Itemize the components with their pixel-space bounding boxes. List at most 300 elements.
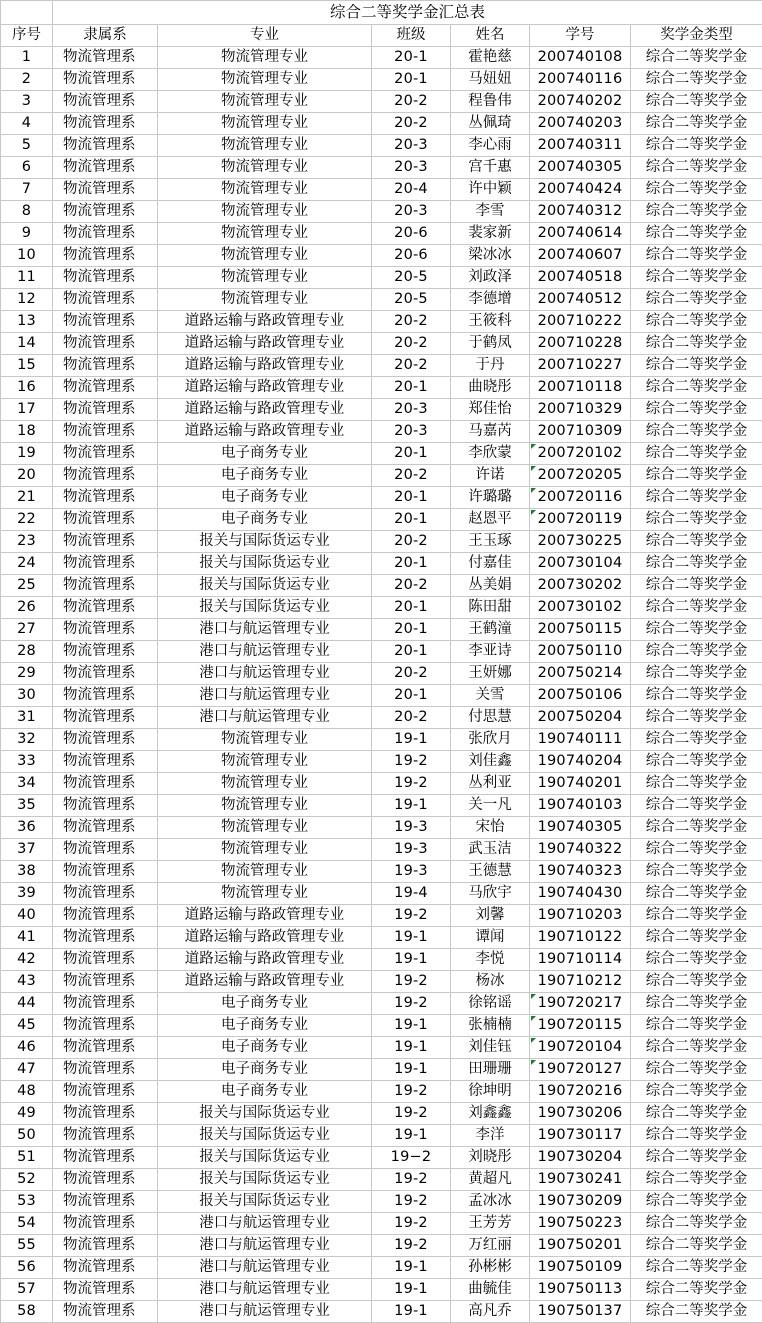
cell-major[interactable]: 物流管理专业 xyxy=(158,817,372,839)
cell-major[interactable]: 物流管理专业 xyxy=(158,223,372,245)
cell-seq[interactable]: 38 xyxy=(1,861,53,883)
cell-name[interactable]: 宋怡 xyxy=(451,817,530,839)
cell-dept[interactable]: 物流管理系 xyxy=(53,949,158,971)
cell-class[interactable]: 19-3 xyxy=(372,817,451,839)
cell-scholarship-type[interactable]: 综合二等奖学金 xyxy=(631,553,762,575)
cell-name[interactable]: 程鲁伟 xyxy=(451,91,530,113)
header-major[interactable]: 专业 xyxy=(158,25,372,47)
cell-class[interactable]: 20-2 xyxy=(372,113,451,135)
cell-name[interactable]: 黄超凡 xyxy=(451,1169,530,1191)
cell-student-id[interactable]: 190750113 xyxy=(530,1279,631,1301)
cell-scholarship-type[interactable]: 综合二等奖学金 xyxy=(631,267,762,289)
cell-major[interactable]: 报关与国际货运专业 xyxy=(158,1125,372,1147)
cell-seq[interactable]: 44 xyxy=(1,993,53,1015)
cell-major[interactable]: 电子商务专业 xyxy=(158,1059,372,1081)
cell-major[interactable]: 报关与国际货运专业 xyxy=(158,1191,372,1213)
cell-class[interactable]: 20-2 xyxy=(372,311,451,333)
cell-dept[interactable]: 物流管理系 xyxy=(53,883,158,905)
cell-class[interactable]: 20-5 xyxy=(372,267,451,289)
cell-name[interactable]: 赵恩平 xyxy=(451,509,530,531)
cell-student-id[interactable]: 190730209 xyxy=(530,1191,631,1213)
cell-seq[interactable]: 34 xyxy=(1,773,53,795)
cell-name[interactable]: 徐铭谣 xyxy=(451,993,530,1015)
cell-seq[interactable]: 18 xyxy=(1,421,53,443)
cell-class[interactable]: 19-2 xyxy=(372,773,451,795)
cell-student-id[interactable]: 190750223 xyxy=(530,1213,631,1235)
cell-name[interactable]: 许中颖 xyxy=(451,179,530,201)
cell-class[interactable]: 19-1 xyxy=(372,927,451,949)
cell-name[interactable]: 李心雨 xyxy=(451,135,530,157)
cell-class[interactable]: 19-1 xyxy=(372,949,451,971)
cell-seq[interactable]: 7 xyxy=(1,179,53,201)
cell-name[interactable]: 丛利亚 xyxy=(451,773,530,795)
cell-dept[interactable]: 物流管理系 xyxy=(53,993,158,1015)
header-class[interactable]: 班级 xyxy=(372,25,451,47)
cell-major[interactable]: 物流管理专业 xyxy=(158,861,372,883)
cell-seq[interactable]: 16 xyxy=(1,377,53,399)
cell-major[interactable]: 电子商务专业 xyxy=(158,487,372,509)
cell-name[interactable]: 关雪 xyxy=(451,685,530,707)
header-student-id[interactable]: 学号 xyxy=(530,25,631,47)
cell-scholarship-type[interactable]: 综合二等奖学金 xyxy=(631,1081,762,1103)
cell-seq[interactable]: 36 xyxy=(1,817,53,839)
cell-major[interactable]: 电子商务专业 xyxy=(158,465,372,487)
cell-dept[interactable]: 物流管理系 xyxy=(53,971,158,993)
cell-dept[interactable]: 物流管理系 xyxy=(53,817,158,839)
cell-dept[interactable]: 物流管理系 xyxy=(53,399,158,421)
cell-dept[interactable]: 物流管理系 xyxy=(53,223,158,245)
cell-scholarship-type[interactable]: 综合二等奖学金 xyxy=(631,1103,762,1125)
cell-scholarship-type[interactable]: 综合二等奖学金 xyxy=(631,113,762,135)
cell-major[interactable]: 道路运输与路政管理专业 xyxy=(158,927,372,949)
cell-seq[interactable]: 46 xyxy=(1,1037,53,1059)
cell-seq[interactable]: 49 xyxy=(1,1103,53,1125)
cell-scholarship-type[interactable]: 综合二等奖学金 xyxy=(631,1147,762,1169)
cell-major[interactable]: 物流管理专业 xyxy=(158,245,372,267)
cell-dept[interactable]: 物流管理系 xyxy=(53,1147,158,1169)
cell-student-id[interactable]: 200720119 xyxy=(530,509,631,531)
cell-major[interactable]: 港口与航运管理专业 xyxy=(158,1213,372,1235)
cell-class[interactable]: 19-1 xyxy=(372,1037,451,1059)
cell-major[interactable]: 物流管理专业 xyxy=(158,201,372,223)
cell-name[interactable]: 付嘉佳 xyxy=(451,553,530,575)
cell-major[interactable]: 道路运输与路政管理专业 xyxy=(158,377,372,399)
cell-seq[interactable]: 45 xyxy=(1,1015,53,1037)
cell-class[interactable]: 20-2 xyxy=(372,663,451,685)
cell-seq[interactable]: 9 xyxy=(1,223,53,245)
cell-dept[interactable]: 物流管理系 xyxy=(53,597,158,619)
cell-dept[interactable]: 物流管理系 xyxy=(53,531,158,553)
cell-name[interactable]: 李雪 xyxy=(451,201,530,223)
cell-student-id[interactable]: 200740305 xyxy=(530,157,631,179)
cell-class[interactable]: 20-2 xyxy=(372,575,451,597)
cell-seq[interactable]: 57 xyxy=(1,1279,53,1301)
cell-major[interactable]: 道路运输与路政管理专业 xyxy=(158,355,372,377)
cell-seq[interactable]: 21 xyxy=(1,487,53,509)
cell-dept[interactable]: 物流管理系 xyxy=(53,465,158,487)
cell-class[interactable]: 20-2 xyxy=(372,465,451,487)
cell-major[interactable]: 报关与国际货运专业 xyxy=(158,575,372,597)
cell-student-id[interactable]: 190710114 xyxy=(530,949,631,971)
cell-major[interactable]: 报关与国际货运专业 xyxy=(158,1169,372,1191)
cell-dept[interactable]: 物流管理系 xyxy=(53,1191,158,1213)
cell-scholarship-type[interactable]: 综合二等奖学金 xyxy=(631,641,762,663)
cell-major[interactable]: 物流管理专业 xyxy=(158,883,372,905)
cell-dept[interactable]: 物流管理系 xyxy=(53,91,158,113)
cell-class[interactable]: 20-6 xyxy=(372,223,451,245)
cell-student-id[interactable]: 200740202 xyxy=(530,91,631,113)
cell-name[interactable]: 刘佳鑫 xyxy=(451,751,530,773)
cell-scholarship-type[interactable]: 综合二等奖学金 xyxy=(631,685,762,707)
cell-class[interactable]: 20-1 xyxy=(372,597,451,619)
cell-class[interactable]: 20-1 xyxy=(372,443,451,465)
cell-name[interactable]: 王德慧 xyxy=(451,861,530,883)
cell-major[interactable]: 道路运输与路政管理专业 xyxy=(158,333,372,355)
cell-name[interactable]: 孙彬彬 xyxy=(451,1257,530,1279)
cell-name[interactable]: 付思慧 xyxy=(451,707,530,729)
cell-name[interactable]: 丛佩琦 xyxy=(451,113,530,135)
cell-major[interactable]: 报关与国际货运专业 xyxy=(158,553,372,575)
cell-name[interactable]: 马妞妞 xyxy=(451,69,530,91)
cell-major[interactable]: 港口与航运管理专业 xyxy=(158,1301,372,1323)
cell-seq[interactable]: 23 xyxy=(1,531,53,553)
cell-class[interactable]: 20-2 xyxy=(372,355,451,377)
cell-name[interactable]: 张楠楠 xyxy=(451,1015,530,1037)
cell-student-id[interactable]: 200710329 xyxy=(530,399,631,421)
cell-seq[interactable]: 53 xyxy=(1,1191,53,1213)
cell-scholarship-type[interactable]: 综合二等奖学金 xyxy=(631,135,762,157)
cell-class[interactable]: 19-2 xyxy=(372,1235,451,1257)
cell-dept[interactable]: 物流管理系 xyxy=(53,487,158,509)
cell-seq[interactable]: 14 xyxy=(1,333,53,355)
cell-seq[interactable]: 54 xyxy=(1,1213,53,1235)
cell-scholarship-type[interactable]: 综合二等奖学金 xyxy=(631,487,762,509)
cell-major[interactable]: 道路运输与路政管理专业 xyxy=(158,905,372,927)
cell-student-id[interactable]: 190710122 xyxy=(530,927,631,949)
cell-class[interactable]: 19-2 xyxy=(372,751,451,773)
cell-seq[interactable]: 12 xyxy=(1,289,53,311)
cell-student-id[interactable]: 200740607 xyxy=(530,245,631,267)
cell-scholarship-type[interactable]: 综合二等奖学金 xyxy=(631,223,762,245)
cell-seq[interactable]: 11 xyxy=(1,267,53,289)
cell-dept[interactable]: 物流管理系 xyxy=(53,707,158,729)
cell-student-id[interactable]: 200720205 xyxy=(530,465,631,487)
cell-scholarship-type[interactable]: 综合二等奖学金 xyxy=(631,245,762,267)
cell-class[interactable]: 19-2 xyxy=(372,1169,451,1191)
cell-name[interactable]: 丛美娟 xyxy=(451,575,530,597)
cell-dept[interactable]: 物流管理系 xyxy=(53,1015,158,1037)
cell-class[interactable]: 20-3 xyxy=(372,135,451,157)
cell-name[interactable]: 刘晓彤 xyxy=(451,1147,530,1169)
cell-dept[interactable]: 物流管理系 xyxy=(53,245,158,267)
cell-class[interactable]: 20-3 xyxy=(372,201,451,223)
cell-major[interactable]: 物流管理专业 xyxy=(158,751,372,773)
cell-seq[interactable]: 13 xyxy=(1,311,53,333)
cell-major[interactable]: 港口与航运管理专业 xyxy=(158,1257,372,1279)
cell-scholarship-type[interactable]: 综合二等奖学金 xyxy=(631,707,762,729)
cell-scholarship-type[interactable]: 综合二等奖学金 xyxy=(631,663,762,685)
cell-class[interactable]: 20-3 xyxy=(372,421,451,443)
cell-seq[interactable]: 40 xyxy=(1,905,53,927)
cell-seq[interactable]: 35 xyxy=(1,795,53,817)
cell-dept[interactable]: 物流管理系 xyxy=(53,641,158,663)
cell-student-id[interactable]: 200740312 xyxy=(530,201,631,223)
cell-dept[interactable]: 物流管理系 xyxy=(53,1037,158,1059)
cell-dept[interactable]: 物流管理系 xyxy=(53,1279,158,1301)
cell-seq[interactable]: 50 xyxy=(1,1125,53,1147)
cell-major[interactable]: 物流管理专业 xyxy=(158,157,372,179)
cell-class[interactable]: 20-5 xyxy=(372,289,451,311)
cell-student-id[interactable]: 190730117 xyxy=(530,1125,631,1147)
cell-name[interactable]: 曲晓彤 xyxy=(451,377,530,399)
cell-dept[interactable]: 物流管理系 xyxy=(53,861,158,883)
cell-student-id[interactable]: 200740116 xyxy=(530,69,631,91)
cell-scholarship-type[interactable]: 综合二等奖学金 xyxy=(631,465,762,487)
cell-seq[interactable]: 56 xyxy=(1,1257,53,1279)
cell-class[interactable]: 19-3 xyxy=(372,839,451,861)
cell-major[interactable]: 港口与航运管理专业 xyxy=(158,619,372,641)
cell-class[interactable]: 20-3 xyxy=(372,157,451,179)
cell-scholarship-type[interactable]: 综合二等奖学金 xyxy=(631,421,762,443)
cell-class[interactable]: 20-1 xyxy=(372,487,451,509)
cell-student-id[interactable]: 190750201 xyxy=(530,1235,631,1257)
cell-student-id[interactable]: 190710203 xyxy=(530,905,631,927)
cell-scholarship-type[interactable]: 综合二等奖学金 xyxy=(631,1125,762,1147)
cell-major[interactable]: 报关与国际货运专业 xyxy=(158,597,372,619)
cell-scholarship-type[interactable]: 综合二等奖学金 xyxy=(631,1191,762,1213)
cell-dept[interactable]: 物流管理系 xyxy=(53,553,158,575)
cell-seq[interactable]: 19 xyxy=(1,443,53,465)
cell-student-id[interactable]: 190720115 xyxy=(530,1015,631,1037)
cell-student-id[interactable]: 200710228 xyxy=(530,333,631,355)
cell-major[interactable]: 电子商务专业 xyxy=(158,1015,372,1037)
cell-seq[interactable]: 27 xyxy=(1,619,53,641)
cell-name[interactable]: 王鹤潼 xyxy=(451,619,530,641)
cell-class[interactable]: 20-1 xyxy=(372,553,451,575)
cell-major[interactable]: 港口与航运管理专业 xyxy=(158,1235,372,1257)
cell-dept[interactable]: 物流管理系 xyxy=(53,267,158,289)
cell-student-id[interactable]: 200750214 xyxy=(530,663,631,685)
cell-name[interactable]: 张欣月 xyxy=(451,729,530,751)
cell-dept[interactable]: 物流管理系 xyxy=(53,1103,158,1125)
cell-seq[interactable]: 48 xyxy=(1,1081,53,1103)
cell-scholarship-type[interactable]: 综合二等奖学金 xyxy=(631,509,762,531)
cell-major[interactable]: 电子商务专业 xyxy=(158,993,372,1015)
cell-scholarship-type[interactable]: 综合二等奖学金 xyxy=(631,1015,762,1037)
cell-major[interactable]: 道路运输与路政管理专业 xyxy=(158,399,372,421)
cell-seq[interactable]: 55 xyxy=(1,1235,53,1257)
cell-name[interactable]: 刘佳钰 xyxy=(451,1037,530,1059)
cell-seq[interactable]: 24 xyxy=(1,553,53,575)
cell-name[interactable]: 许诺 xyxy=(451,465,530,487)
cell-seq[interactable]: 3 xyxy=(1,91,53,113)
cell-seq[interactable]: 15 xyxy=(1,355,53,377)
cell-scholarship-type[interactable]: 综合二等奖学金 xyxy=(631,883,762,905)
cell-dept[interactable]: 物流管理系 xyxy=(53,1125,158,1147)
cell-student-id[interactable]: 200740512 xyxy=(530,289,631,311)
cell-dept[interactable]: 物流管理系 xyxy=(53,839,158,861)
cell-seq[interactable]: 37 xyxy=(1,839,53,861)
cell-major[interactable]: 物流管理专业 xyxy=(158,47,372,69)
header-dept[interactable]: 隶属系 xyxy=(53,25,158,47)
cell-student-id[interactable]: 200710309 xyxy=(530,421,631,443)
cell-class[interactable]: 19−2 xyxy=(372,1147,451,1169)
cell-dept[interactable]: 物流管理系 xyxy=(53,575,158,597)
cell-class[interactable]: 20-6 xyxy=(372,245,451,267)
cell-student-id[interactable]: 190740103 xyxy=(530,795,631,817)
cell-seq[interactable]: 30 xyxy=(1,685,53,707)
blank-cell[interactable] xyxy=(1,1,53,25)
cell-dept[interactable]: 物流管理系 xyxy=(53,663,158,685)
cell-name[interactable]: 李德增 xyxy=(451,289,530,311)
cell-student-id[interactable]: 190730206 xyxy=(530,1103,631,1125)
cell-class[interactable]: 20-1 xyxy=(372,641,451,663)
cell-student-id[interactable]: 190720104 xyxy=(530,1037,631,1059)
cell-scholarship-type[interactable]: 综合二等奖学金 xyxy=(631,91,762,113)
cell-major[interactable]: 物流管理专业 xyxy=(158,91,372,113)
cell-student-id[interactable]: 190710212 xyxy=(530,971,631,993)
cell-student-id[interactable]: 200740311 xyxy=(530,135,631,157)
cell-student-id[interactable]: 200740518 xyxy=(530,267,631,289)
cell-name[interactable]: 于鹤凤 xyxy=(451,333,530,355)
cell-name[interactable]: 陈田甜 xyxy=(451,597,530,619)
cell-seq[interactable]: 42 xyxy=(1,949,53,971)
cell-major[interactable]: 电子商务专业 xyxy=(158,1081,372,1103)
cell-seq[interactable]: 2 xyxy=(1,69,53,91)
cell-student-id[interactable]: 190740323 xyxy=(530,861,631,883)
cell-dept[interactable]: 物流管理系 xyxy=(53,201,158,223)
cell-dept[interactable]: 物流管理系 xyxy=(53,421,158,443)
cell-name[interactable]: 刘政泽 xyxy=(451,267,530,289)
cell-class[interactable]: 19-1 xyxy=(372,795,451,817)
cell-seq[interactable]: 22 xyxy=(1,509,53,531)
cell-class[interactable]: 20-3 xyxy=(372,399,451,421)
cell-student-id[interactable]: 200710222 xyxy=(530,311,631,333)
cell-scholarship-type[interactable]: 综合二等奖学金 xyxy=(631,597,762,619)
cell-class[interactable]: 20-2 xyxy=(372,707,451,729)
cell-major[interactable]: 港口与航运管理专业 xyxy=(158,707,372,729)
cell-dept[interactable]: 物流管理系 xyxy=(53,1059,158,1081)
cell-major[interactable]: 物流管理专业 xyxy=(158,795,372,817)
cell-seq[interactable]: 39 xyxy=(1,883,53,905)
cell-name[interactable]: 王玉琢 xyxy=(451,531,530,553)
cell-student-id[interactable]: 190730241 xyxy=(530,1169,631,1191)
cell-scholarship-type[interactable]: 综合二等奖学金 xyxy=(631,1169,762,1191)
cell-dept[interactable]: 物流管理系 xyxy=(53,135,158,157)
cell-seq[interactable]: 32 xyxy=(1,729,53,751)
cell-name[interactable]: 万红丽 xyxy=(451,1235,530,1257)
cell-scholarship-type[interactable]: 综合二等奖学金 xyxy=(631,355,762,377)
cell-class[interactable]: 20-1 xyxy=(372,377,451,399)
cell-name[interactable]: 杨冰 xyxy=(451,971,530,993)
cell-scholarship-type[interactable]: 综合二等奖学金 xyxy=(631,201,762,223)
cell-name[interactable]: 马嘉芮 xyxy=(451,421,530,443)
cell-name[interactable]: 徐坤明 xyxy=(451,1081,530,1103)
cell-major[interactable]: 电子商务专业 xyxy=(158,1037,372,1059)
cell-class[interactable]: 20-4 xyxy=(372,179,451,201)
cell-student-id[interactable]: 200740614 xyxy=(530,223,631,245)
cell-dept[interactable]: 物流管理系 xyxy=(53,311,158,333)
cell-major[interactable]: 港口与航运管理专业 xyxy=(158,1279,372,1301)
cell-major[interactable]: 物流管理专业 xyxy=(158,839,372,861)
cell-seq[interactable]: 10 xyxy=(1,245,53,267)
cell-student-id[interactable]: 190740322 xyxy=(530,839,631,861)
cell-class[interactable]: 19-1 xyxy=(372,1301,451,1323)
cell-scholarship-type[interactable]: 综合二等奖学金 xyxy=(631,773,762,795)
cell-name[interactable]: 裴家新 xyxy=(451,223,530,245)
cell-name[interactable]: 关一凡 xyxy=(451,795,530,817)
cell-student-id[interactable]: 200750110 xyxy=(530,641,631,663)
cell-student-id[interactable]: 190720216 xyxy=(530,1081,631,1103)
cell-seq[interactable]: 29 xyxy=(1,663,53,685)
cell-major[interactable]: 报关与国际货运专业 xyxy=(158,531,372,553)
cell-student-id[interactable]: 190730204 xyxy=(530,1147,631,1169)
cell-scholarship-type[interactable]: 综合二等奖学金 xyxy=(631,905,762,927)
cell-class[interactable]: 19-2 xyxy=(372,1103,451,1125)
cell-seq[interactable]: 17 xyxy=(1,399,53,421)
cell-dept[interactable]: 物流管理系 xyxy=(53,355,158,377)
cell-dept[interactable]: 物流管理系 xyxy=(53,751,158,773)
cell-scholarship-type[interactable]: 综合二等奖学金 xyxy=(631,1059,762,1081)
cell-scholarship-type[interactable]: 综合二等奖学金 xyxy=(631,751,762,773)
cell-dept[interactable]: 物流管理系 xyxy=(53,157,158,179)
cell-student-id[interactable]: 190720217 xyxy=(530,993,631,1015)
cell-class[interactable]: 20-1 xyxy=(372,619,451,641)
cell-student-id[interactable]: 200720116 xyxy=(530,487,631,509)
cell-name[interactable]: 李欣蒙 xyxy=(451,443,530,465)
cell-class[interactable]: 19-3 xyxy=(372,861,451,883)
cell-major[interactable]: 道路运输与路政管理专业 xyxy=(158,949,372,971)
cell-scholarship-type[interactable]: 综合二等奖学金 xyxy=(631,817,762,839)
cell-name[interactable]: 曲毓佳 xyxy=(451,1279,530,1301)
cell-seq[interactable]: 28 xyxy=(1,641,53,663)
cell-major[interactable]: 物流管理专业 xyxy=(158,289,372,311)
cell-scholarship-type[interactable]: 综合二等奖学金 xyxy=(631,1301,762,1323)
cell-seq[interactable]: 33 xyxy=(1,751,53,773)
cell-seq[interactable]: 31 xyxy=(1,707,53,729)
cell-scholarship-type[interactable]: 综合二等奖学金 xyxy=(631,949,762,971)
cell-major[interactable]: 道路运输与路政管理专业 xyxy=(158,311,372,333)
cell-name[interactable]: 孟冰冰 xyxy=(451,1191,530,1213)
cell-class[interactable]: 19-1 xyxy=(372,1059,451,1081)
cell-class[interactable]: 20-2 xyxy=(372,91,451,113)
cell-name[interactable]: 郑佳怡 xyxy=(451,399,530,421)
cell-student-id[interactable]: 190740305 xyxy=(530,817,631,839)
cell-seq[interactable]: 58 xyxy=(1,1301,53,1323)
cell-class[interactable]: 19-2 xyxy=(372,1213,451,1235)
cell-name[interactable]: 武玉洁 xyxy=(451,839,530,861)
cell-class[interactable]: 19-1 xyxy=(372,1125,451,1147)
cell-scholarship-type[interactable]: 综合二等奖学金 xyxy=(631,1279,762,1301)
cell-student-id[interactable]: 200730102 xyxy=(530,597,631,619)
cell-class[interactable]: 19-4 xyxy=(372,883,451,905)
cell-class[interactable]: 20-2 xyxy=(372,531,451,553)
cell-class[interactable]: 19-2 xyxy=(372,993,451,1015)
cell-name[interactable]: 于丹 xyxy=(451,355,530,377)
cell-major[interactable]: 报关与国际货运专业 xyxy=(158,1147,372,1169)
cell-student-id[interactable]: 200710227 xyxy=(530,355,631,377)
cell-student-id[interactable]: 190750109 xyxy=(530,1257,631,1279)
cell-seq[interactable]: 51 xyxy=(1,1147,53,1169)
cell-scholarship-type[interactable]: 综合二等奖学金 xyxy=(631,377,762,399)
cell-name[interactable]: 霍艳慈 xyxy=(451,47,530,69)
cell-scholarship-type[interactable]: 综合二等奖学金 xyxy=(631,993,762,1015)
cell-dept[interactable]: 物流管理系 xyxy=(53,47,158,69)
cell-class[interactable]: 20-2 xyxy=(372,333,451,355)
cell-scholarship-type[interactable]: 综合二等奖学金 xyxy=(631,795,762,817)
cell-dept[interactable]: 物流管理系 xyxy=(53,1235,158,1257)
cell-dept[interactable]: 物流管理系 xyxy=(53,905,158,927)
